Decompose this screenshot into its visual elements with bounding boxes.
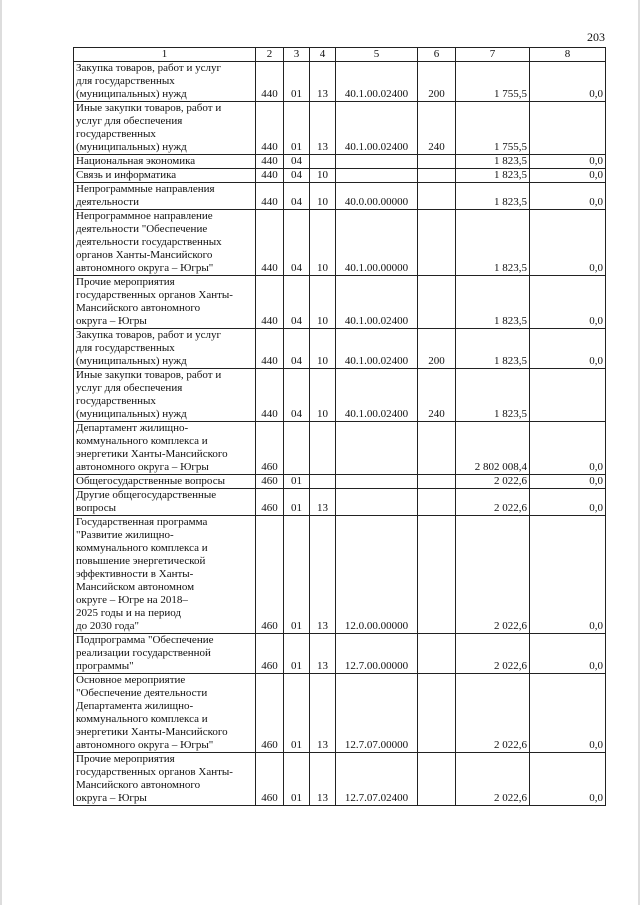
- row-expense-type: [418, 422, 456, 475]
- table-row: [74, 753, 606, 806]
- row-section-code: 04: [284, 183, 310, 210]
- row-subsection-code: 10: [310, 329, 336, 369]
- row-amount: 2 022,6: [456, 516, 530, 634]
- row-subsection-code: 10: [310, 369, 336, 422]
- row-subsection-code: 13: [310, 516, 336, 634]
- row-expense-type: 240: [418, 102, 456, 155]
- row-section-code: 04: [284, 276, 310, 329]
- table-row: [74, 489, 606, 516]
- row-name: Закупка товаров, работ и услуг для государственных (муниципальных) нужд: [74, 62, 256, 102]
- row-name: Государственная программа "Развитие жилищно- коммунального комплекса и повышение энергетической эффективности в Ханты- Мансийском автономном округе – Югре на 2018– 2025 годы и на период до 2030 года": [74, 516, 256, 634]
- row-amount: 2 022,6: [456, 634, 530, 674]
- row-section-code: 01: [284, 475, 310, 489]
- table-row: [74, 369, 606, 422]
- table-row: [74, 62, 606, 102]
- row-admin-code: 440: [256, 183, 284, 210]
- row-amount-federal: 0,0: [530, 183, 606, 210]
- row-admin-code: 460: [256, 489, 284, 516]
- row-target-article: [336, 169, 418, 183]
- page-number: 203: [587, 30, 605, 44]
- row-name: Связь и информатика: [74, 169, 256, 183]
- row-amount-federal: 0,0: [530, 516, 606, 634]
- row-amount: 1 823,5: [456, 276, 530, 329]
- row-subsection-code: [310, 475, 336, 489]
- row-subsection-code: 10: [310, 169, 336, 183]
- row-target-article: [336, 489, 418, 516]
- row-name: Прочие мероприятия государственных органов Ханты- Мансийского автономного округа – Югры: [74, 753, 256, 806]
- row-target-article: 12.7.00.00000: [336, 634, 418, 674]
- row-amount-federal: [530, 369, 606, 422]
- column-header: 1: [74, 48, 256, 62]
- row-name: Иные закупки товаров, работ и услуг для обеспечения государственных (муниципальных) нужд: [74, 102, 256, 155]
- row-admin-code: 460: [256, 674, 284, 753]
- scan-edge-left: [0, 0, 2, 905]
- row-expense-type: [418, 516, 456, 634]
- row-section-code: 04: [284, 155, 310, 169]
- row-section-code: 01: [284, 102, 310, 155]
- row-target-article: 40.1.00.02400: [336, 102, 418, 155]
- row-amount: 1 823,5: [456, 210, 530, 276]
- row-subsection-code: 13: [310, 674, 336, 753]
- table-row: [74, 475, 606, 489]
- row-section-code: 01: [284, 489, 310, 516]
- row-amount: 1 755,5: [456, 102, 530, 155]
- column-header: 8: [530, 48, 606, 62]
- row-amount-federal: 0,0: [530, 169, 606, 183]
- row-admin-code: 460: [256, 516, 284, 634]
- row-target-article: 12.7.07.00000: [336, 674, 418, 753]
- table-row: [74, 210, 606, 276]
- row-name: Закупка товаров, работ и услуг для государственных (муниципальных) нужд: [74, 329, 256, 369]
- row-section-code: 01: [284, 62, 310, 102]
- row-section-code: 01: [284, 674, 310, 753]
- column-header: 2: [256, 48, 284, 62]
- row-admin-code: 460: [256, 634, 284, 674]
- row-subsection-code: 13: [310, 634, 336, 674]
- row-expense-type: 240: [418, 369, 456, 422]
- budget-table: [73, 47, 606, 806]
- row-expense-type: [418, 753, 456, 806]
- row-subsection-code: 13: [310, 102, 336, 155]
- row-expense-type: [418, 183, 456, 210]
- row-expense-type: 200: [418, 329, 456, 369]
- row-subsection-code: 13: [310, 489, 336, 516]
- row-subsection-code: [310, 422, 336, 475]
- row-admin-code: 440: [256, 155, 284, 169]
- row-section-code: 01: [284, 634, 310, 674]
- row-admin-code: 460: [256, 422, 284, 475]
- row-admin-code: 440: [256, 276, 284, 329]
- row-amount: 2 022,6: [456, 674, 530, 753]
- row-section-code: 04: [284, 169, 310, 183]
- row-amount: 1 755,5: [456, 62, 530, 102]
- row-amount: 1 823,5: [456, 183, 530, 210]
- row-subsection-code: [310, 155, 336, 169]
- column-header: 7: [456, 48, 530, 62]
- row-section-code: 01: [284, 753, 310, 806]
- table-header-row: [74, 48, 606, 62]
- row-amount-federal: 0,0: [530, 276, 606, 329]
- row-target-article: 40.1.00.02400: [336, 369, 418, 422]
- row-target-article: [336, 475, 418, 489]
- table-row: [74, 276, 606, 329]
- row-target-article: 40.1.00.02400: [336, 276, 418, 329]
- row-subsection-code: 10: [310, 183, 336, 210]
- row-amount: 1 823,5: [456, 369, 530, 422]
- row-amount-federal: 0,0: [530, 422, 606, 475]
- row-expense-type: [418, 475, 456, 489]
- row-name: Основное мероприятие "Обеспечение деятельности Департамента жилищно- коммунального комплекса и энергетики Ханты-Мансийского автономного округа – Югры": [74, 674, 256, 753]
- row-amount: 1 823,5: [456, 155, 530, 169]
- row-amount: 2 022,6: [456, 753, 530, 806]
- row-admin-code: 460: [256, 475, 284, 489]
- row-target-article: [336, 422, 418, 475]
- row-amount-federal: [530, 102, 606, 155]
- row-admin-code: 440: [256, 210, 284, 276]
- row-amount-federal: 0,0: [530, 329, 606, 369]
- row-expense-type: [418, 634, 456, 674]
- row-admin-code: 440: [256, 329, 284, 369]
- row-expense-type: 200: [418, 62, 456, 102]
- row-subsection-code: 13: [310, 753, 336, 806]
- row-amount-federal: 0,0: [530, 753, 606, 806]
- row-section-code: 04: [284, 210, 310, 276]
- row-admin-code: 460: [256, 753, 284, 806]
- row-amount: 2 802 008,4: [456, 422, 530, 475]
- row-amount: 1 823,5: [456, 169, 530, 183]
- row-section-code: 04: [284, 329, 310, 369]
- row-name: Другие общегосударственные вопросы: [74, 489, 256, 516]
- row-amount-federal: 0,0: [530, 634, 606, 674]
- row-amount-federal: 0,0: [530, 475, 606, 489]
- row-amount-federal: 0,0: [530, 674, 606, 753]
- row-amount-federal: 0,0: [530, 62, 606, 102]
- row-target-article: [336, 155, 418, 169]
- row-amount: 2 022,6: [456, 489, 530, 516]
- row-admin-code: 440: [256, 369, 284, 422]
- row-subsection-code: 10: [310, 210, 336, 276]
- row-target-article: 12.0.00.00000: [336, 516, 418, 634]
- row-name: Национальная экономика: [74, 155, 256, 169]
- row-subsection-code: 10: [310, 276, 336, 329]
- row-amount-federal: 0,0: [530, 489, 606, 516]
- column-header: 3: [284, 48, 310, 62]
- row-name: Прочие мероприятия государственных органов Ханты- Мансийского автономного округа – Югры: [74, 276, 256, 329]
- row-target-article: 40.1.00.02400: [336, 62, 418, 102]
- row-admin-code: 440: [256, 102, 284, 155]
- row-admin-code: 440: [256, 62, 284, 102]
- row-target-article: 40.1.00.02400: [336, 329, 418, 369]
- table-row: [74, 183, 606, 210]
- table-row: [74, 329, 606, 369]
- row-name: Общегосударственные вопросы: [74, 475, 256, 489]
- table-row: [74, 634, 606, 674]
- row-amount-federal: 0,0: [530, 210, 606, 276]
- row-name: Департамент жилищно- коммунального комплекса и энергетики Ханты-Мансийского автономного округа – Югры: [74, 422, 256, 475]
- row-name: Подпрограмма "Обеспечение реализации государственной программы": [74, 634, 256, 674]
- table-row: [74, 674, 606, 753]
- row-target-article: 40.0.00.00000: [336, 183, 418, 210]
- table-row: [74, 422, 606, 475]
- table-row: [74, 102, 606, 155]
- table-row: [74, 155, 606, 169]
- row-subsection-code: 13: [310, 62, 336, 102]
- row-amount: 1 823,5: [456, 329, 530, 369]
- row-section-code: 01: [284, 516, 310, 634]
- table-row: [74, 169, 606, 183]
- column-header: 6: [418, 48, 456, 62]
- row-name: Непрограммное направление деятельности "Обеспечение деятельности государственных органов Ханты-Мансийского автономного округа – Югры": [74, 210, 256, 276]
- row-expense-type: [418, 169, 456, 183]
- row-section-code: 04: [284, 369, 310, 422]
- row-amount-federal: 0,0: [530, 155, 606, 169]
- table-row: [74, 516, 606, 634]
- row-amount: 2 022,6: [456, 475, 530, 489]
- row-admin-code: 440: [256, 169, 284, 183]
- row-name: Непрограммные направления деятельности: [74, 183, 256, 210]
- row-name: Иные закупки товаров, работ и услуг для обеспечения государственных (муниципальных) нужд: [74, 369, 256, 422]
- row-expense-type: [418, 210, 456, 276]
- column-header: 5: [336, 48, 418, 62]
- row-target-article: 40.1.00.00000: [336, 210, 418, 276]
- row-expense-type: [418, 276, 456, 329]
- row-target-article: 12.7.07.02400: [336, 753, 418, 806]
- row-section-code: [284, 422, 310, 475]
- column-header: 4: [310, 48, 336, 62]
- row-expense-type: [418, 155, 456, 169]
- row-expense-type: [418, 674, 456, 753]
- row-expense-type: [418, 489, 456, 516]
